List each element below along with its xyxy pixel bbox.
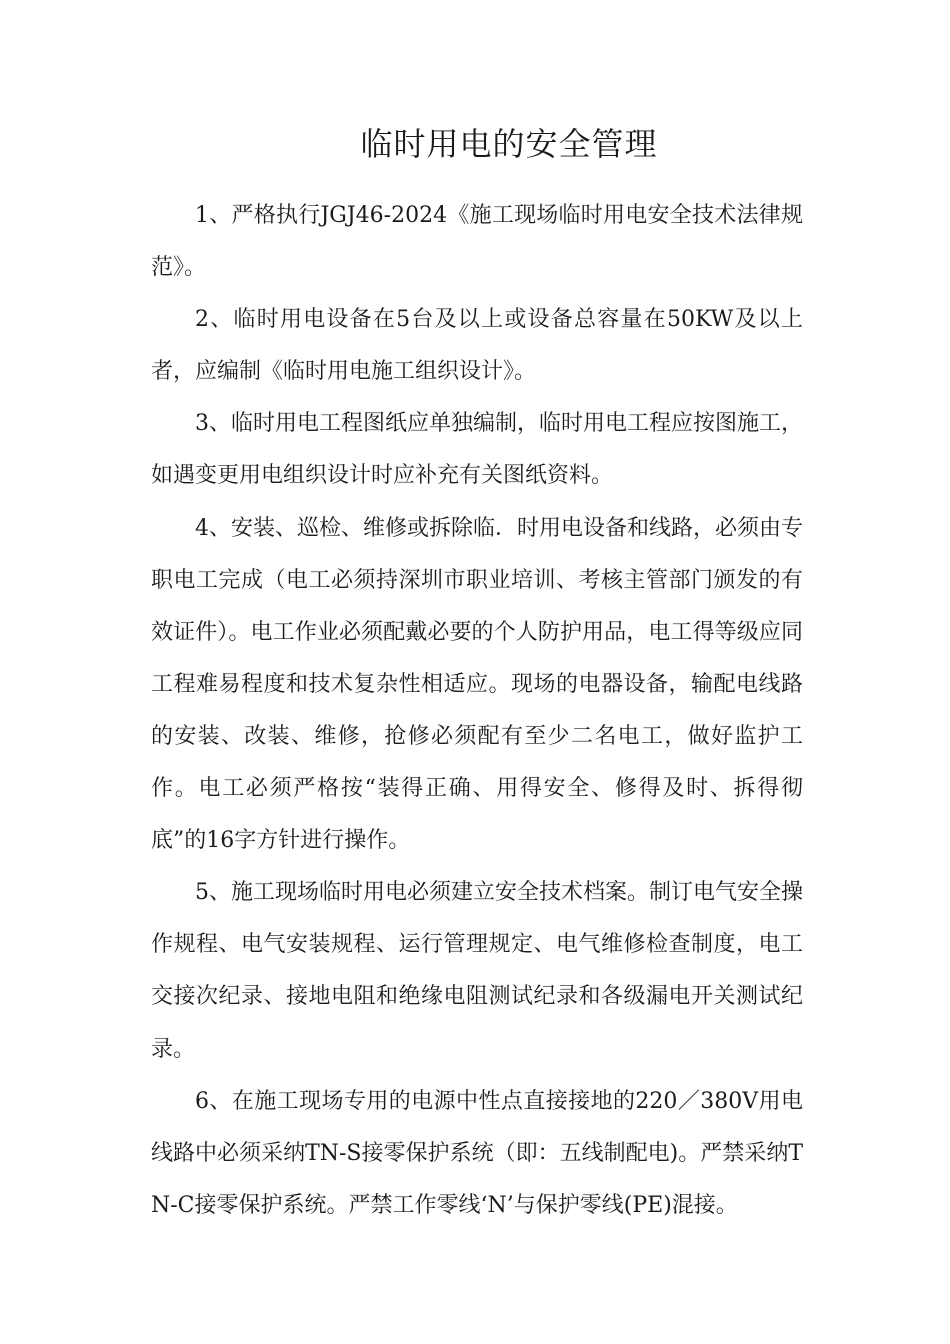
- paragraph-1: 1、严格执行JGJ46-2024《施工现场临时用电安全技术法律规范》。: [151, 203, 803, 281]
- document-body: [151, 190, 803, 1232]
- paragraph-5: 5、施工现场临时用电必须建立安全技术档案。制订电气安全操作规程、电气安装规程、运行管理规定、电气维修检查制度，电工交接次纪录、接地电阻和绝缘电阻测试纪录和各级漏电开关测试纪录。: [151, 880, 803, 1062]
- paragraph-2: 2、临时用电设备在5台及以上或设备总容量在50KW及以上者，应编制《临时用电施工组织设计》。: [151, 307, 803, 385]
- paragraph-3: 3、临时用电工程图纸应单独编制，临时用电工程应按图施工，如遇变更用电组织设计时应补充有关图纸资料。: [151, 411, 803, 489]
- paragraph-6: 6、在施工现场专用的电源中性点直接接地的220／380V用电线路中必须采纳TN-S接零保护系统（即：五线制配电)。严禁采纳TN-C接零保护系统。严禁工作零线‘N’与保护零线(PE)混接。: [151, 1088, 804, 1218]
- paragraph-4: 4、安装、巡检、维修或拆除临．时用电设备和线路，必须由专职电工完成（电工必须持深圳市职业培训、考核主管部门颁发的有效证件）。电工作业必须配戴必要的个人防护用品，电工得等级应同工程难易程度和技术复杂性相适应。现场的电器设备，输配电线路的安装、改装、维修，抢修必须配有至少二名电工，做好监护工作。电工必须严格按“装得正确、用得安全、修得及时、拆得彻底”的16字方针进行操作。: [151, 515, 803, 854]
- document-title: 临时用电的安全管理: [360, 125, 658, 163]
